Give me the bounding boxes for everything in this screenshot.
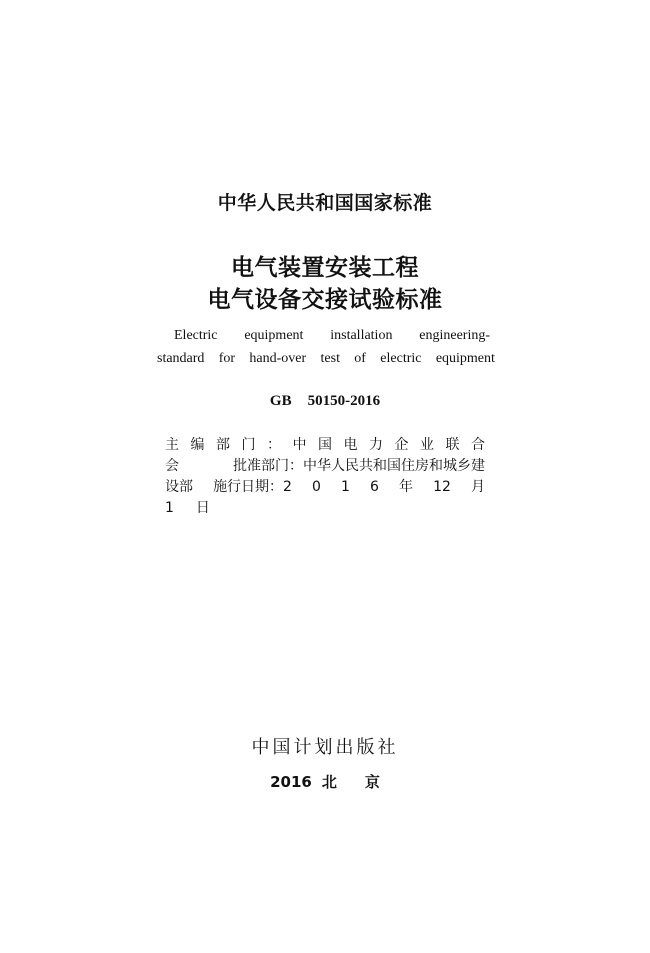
english-word: installation (330, 328, 393, 343)
english-word: hand-over (249, 351, 307, 366)
meta-text: 日 (195, 500, 210, 516)
english-word: Electric (174, 328, 218, 343)
publication-city-char: 北 (321, 773, 337, 791)
meta-text: 12 (433, 479, 451, 495)
meta-char: 编 (190, 437, 205, 453)
meta-row-chief-editor (165, 435, 485, 456)
english-word: equipment (244, 328, 304, 343)
publication-year: 2016 (270, 773, 312, 791)
meta-row-effective-date (165, 477, 485, 498)
meta-row-approval (165, 456, 485, 477)
meta-char: 门 (241, 437, 256, 453)
meta-text: 1 (341, 479, 350, 495)
meta-text: 6 (370, 479, 379, 495)
meta-row-day (165, 498, 485, 519)
english-word: standard (157, 351, 205, 366)
meta-text: 施行日期：2 (213, 479, 292, 495)
meta-text: 0 (312, 479, 321, 495)
english-word: of (354, 351, 366, 366)
meta-char: 国 (318, 437, 332, 453)
meta-text: 月 (470, 479, 485, 495)
publication-city-char: 京 (364, 773, 380, 791)
standard-code-prefix: GB (269, 393, 292, 409)
meta-text: 批准部门：中华人民共和国住房和城乡建 (233, 458, 485, 474)
meta-text: 设部 (165, 479, 193, 495)
meta-char: 合 (471, 437, 485, 453)
meta-char: 业 (420, 437, 434, 453)
english-word: test (320, 351, 340, 366)
meta-char: 企 (394, 437, 409, 453)
meta-text: 年 (399, 479, 413, 495)
meta-char: 电 (343, 437, 358, 453)
title-line-2: 电气设备交接试验标准 (207, 287, 443, 313)
meta-char: 主 (165, 437, 179, 453)
publisher-name: 中国计划出版社 (251, 737, 399, 758)
standard-code (0, 393, 650, 410)
meta-text: 1 (165, 500, 174, 516)
meta-char: 联 (445, 437, 460, 453)
publication-year-place (0, 771, 650, 792)
standard-code-number: 50150-2016 (307, 393, 381, 409)
meta-char: ： (267, 437, 281, 453)
english-word: equipment (435, 351, 495, 366)
english-word: electric (380, 351, 422, 366)
meta-char: 部 (216, 437, 230, 453)
english-word: engineering- (419, 328, 490, 343)
english-word: for (218, 351, 236, 366)
meta-char: 中 (292, 437, 307, 453)
english-title-line-1 (174, 328, 490, 344)
meta-char: 力 (369, 437, 383, 453)
meta-text: 会 (165, 458, 179, 474)
title-line-1: 电气装置安装工程 (231, 255, 419, 281)
national-standard-label: 中华人民共和国国家标准 (217, 192, 433, 214)
standard-metadata (165, 435, 485, 519)
english-title-line-2 (157, 351, 495, 367)
